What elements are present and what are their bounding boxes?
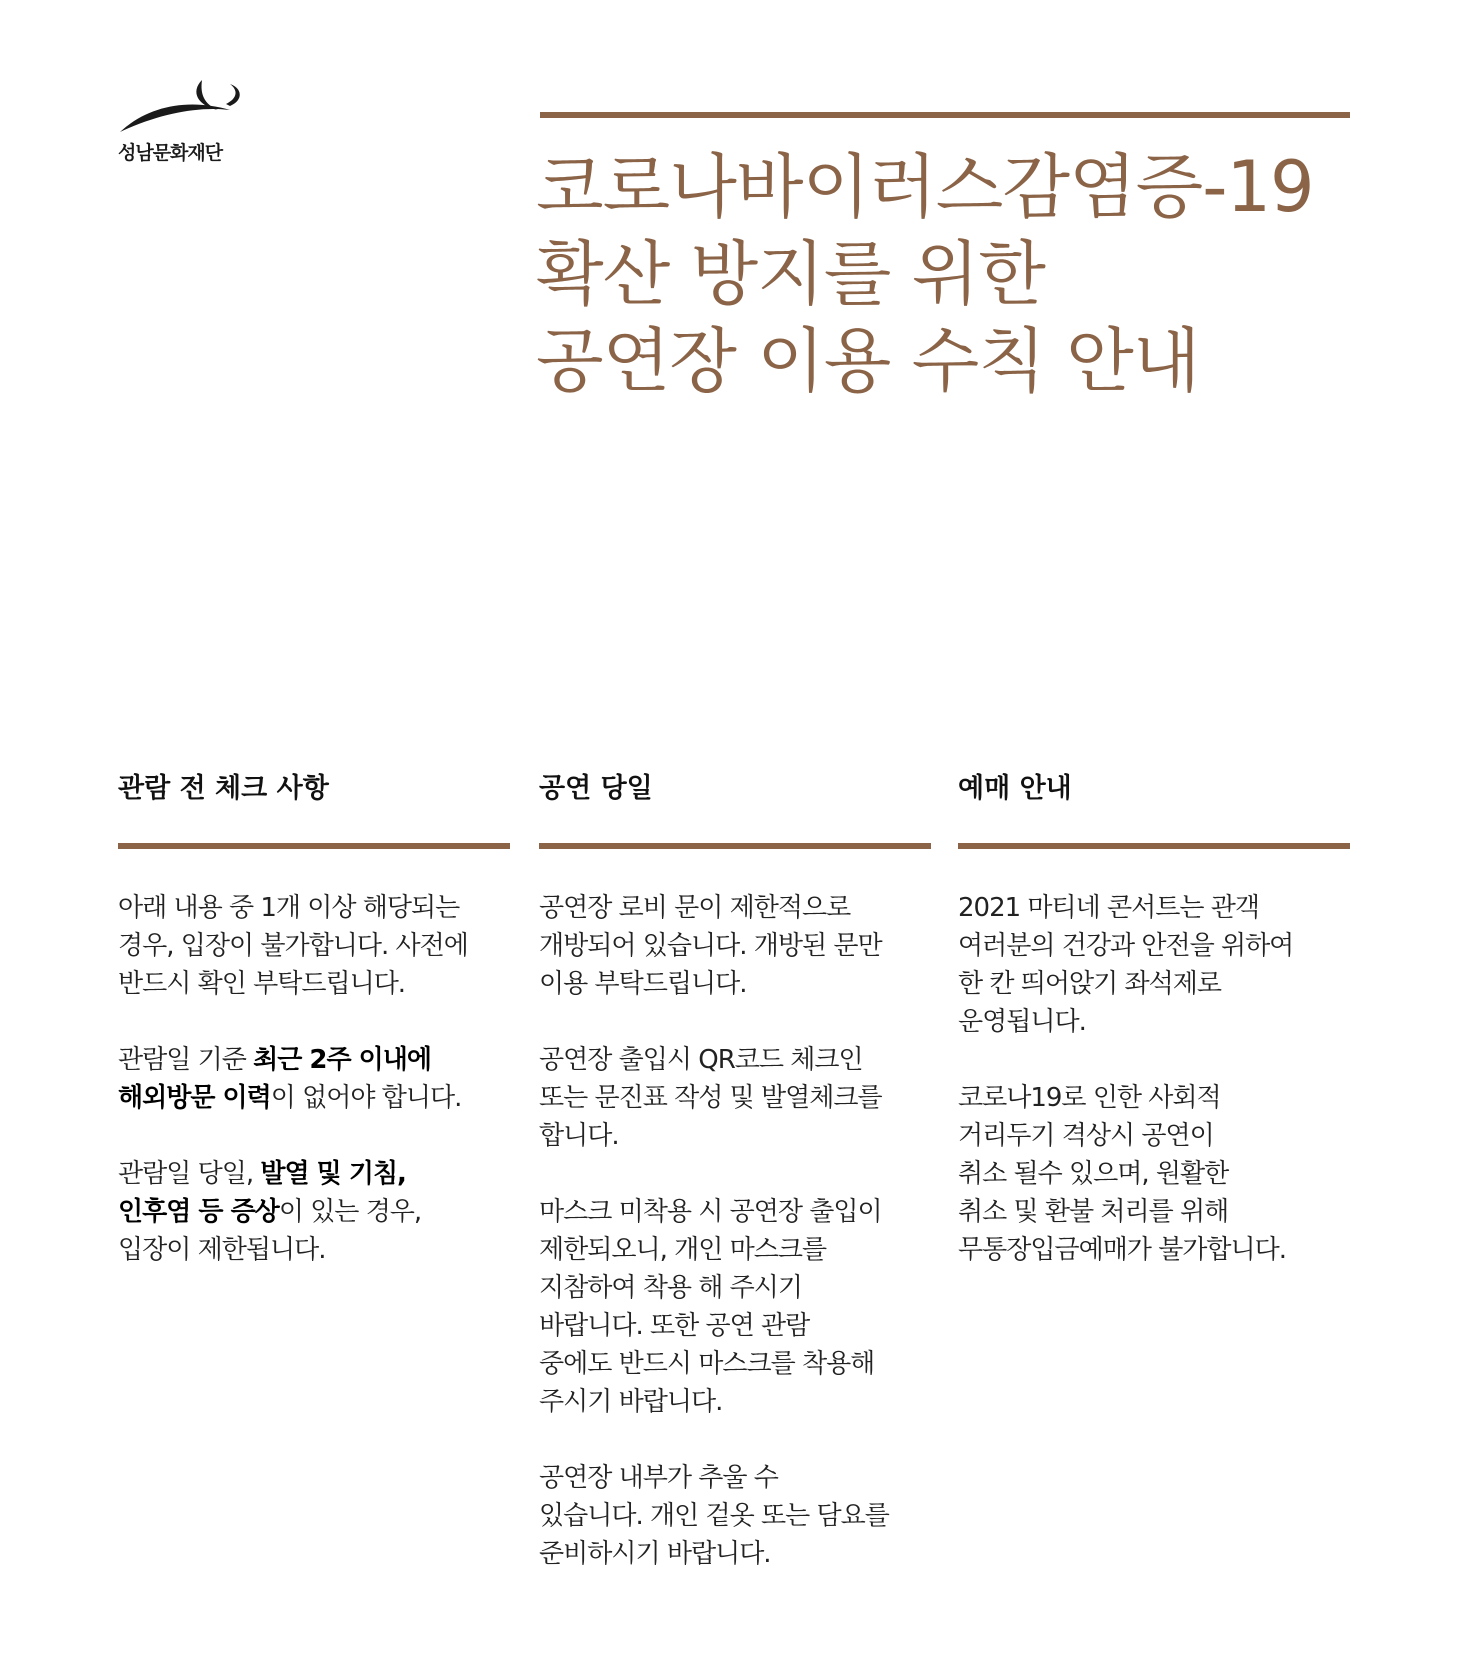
text-segment: 이 있는 경우, <box>278 1197 422 1227</box>
text-line <box>539 1193 931 1231</box>
text-segment: 이 없어야 합니다. <box>270 1083 462 1113</box>
text-line <box>539 1041 931 1079</box>
text-line <box>118 1155 510 1193</box>
text-line <box>539 1497 931 1535</box>
text-segment: 아래 내용 중 1개 이상 해당되는 <box>118 893 460 923</box>
page-title <box>536 144 1436 405</box>
text-segment: 여러분의 건강과 안전을 위하여 <box>958 931 1294 961</box>
text-line <box>539 1345 931 1383</box>
logo <box>118 76 248 166</box>
text-segment: 한 칸 띄어앉기 좌석제로 <box>958 969 1221 999</box>
paragraph <box>539 1041 931 1155</box>
text-line <box>539 927 931 965</box>
text-segment: 이용 부탁드립니다. <box>539 969 747 999</box>
text-line <box>118 965 510 1003</box>
column-divider <box>118 843 510 849</box>
column-divider <box>539 843 931 849</box>
column-body <box>118 889 510 1269</box>
text-line <box>958 1117 1350 1155</box>
text-line <box>118 927 510 965</box>
text-segment: 취소 될수 있으며, 원활한 <box>958 1159 1229 1189</box>
text-segment: 주시기 바랍니다. <box>539 1387 723 1417</box>
title-line: 코로나바이러스감염증-19 <box>536 146 1314 228</box>
text-line <box>958 965 1350 1003</box>
paragraph <box>958 889 1350 1041</box>
column-pre-visit-checklist <box>118 768 510 1307</box>
emphasis-text: 발열 및 기침, <box>260 1159 406 1189</box>
text-segment: 관람일 당일, <box>118 1159 261 1189</box>
text-line <box>539 1459 931 1497</box>
text-line <box>958 889 1350 927</box>
text-line <box>958 1079 1350 1117</box>
text-segment: 중에도 반드시 마스크를 착용해 <box>539 1349 875 1379</box>
column-body <box>539 889 931 1573</box>
text-segment: 취소 및 환불 처리를 위해 <box>958 1197 1229 1227</box>
column-performance-day <box>539 768 931 1611</box>
text-segment: 코로나19로 인한 사회적 <box>958 1083 1221 1113</box>
logo-text: 성남문화재단 <box>118 142 223 164</box>
title-top-rule <box>540 112 1350 118</box>
text-segment: 공연장 출입시 QR코드 체크인 <box>539 1045 863 1075</box>
text-segment: 공연장 내부가 추울 수 <box>539 1463 778 1493</box>
paragraph <box>539 1459 931 1573</box>
text-line <box>539 965 931 1003</box>
text-segment: 마스크 미착용 시 공연장 출입이 <box>539 1197 882 1227</box>
emphasis-text: 인후염 등 증상 <box>118 1197 279 1227</box>
text-segment: 바랍니다. 또한 공연 관람 <box>539 1311 810 1341</box>
text-segment: 입장이 제한됩니다. <box>118 1235 326 1265</box>
text-segment: 지참하여 착용 해 주시기 <box>539 1273 802 1303</box>
text-segment: 제한되오니, 개인 마스크를 <box>539 1235 827 1265</box>
text-segment: 운영됩니다. <box>958 1007 1086 1037</box>
column-body <box>958 889 1350 1269</box>
text-segment: 반드시 확인 부탁드립니다. <box>118 969 406 999</box>
text-line <box>958 1193 1350 1231</box>
title-line: 확산 방지를 위한 <box>536 233 1045 315</box>
text-line <box>539 1307 931 1345</box>
text-line <box>118 1231 510 1269</box>
text-line <box>539 1383 931 1421</box>
text-line <box>118 1079 510 1117</box>
text-segment: 또는 문진표 작성 및 발열체크를 <box>539 1083 882 1113</box>
column-heading: 관람 전 체크 사항 <box>118 773 329 804</box>
text-segment: 무통장입금예매가 불가합니다. <box>958 1235 1287 1265</box>
text-line <box>539 1269 931 1307</box>
column-booking-info <box>958 768 1350 1307</box>
column-divider <box>958 843 1350 849</box>
text-segment: 거리두기 격상시 공연이 <box>958 1121 1214 1151</box>
text-segment: 관람일 기준 <box>118 1045 254 1075</box>
paragraph <box>539 1193 931 1421</box>
paragraph <box>118 1041 510 1117</box>
title-line: 공연장 이용 수칙 안내 <box>536 320 1200 402</box>
paragraph <box>118 889 510 1003</box>
text-line <box>958 1155 1350 1193</box>
text-segment: 준비하시기 바랍니다. <box>539 1539 771 1569</box>
column-heading: 예매 안내 <box>958 773 1072 804</box>
text-line <box>118 1041 510 1079</box>
text-line <box>539 1535 931 1573</box>
text-segment: 있습니다. 개인 겉옷 또는 담요를 <box>539 1501 889 1531</box>
text-line <box>118 889 510 927</box>
text-line <box>958 1003 1350 1041</box>
text-segment: 공연장 로비 문이 제한적으로 <box>539 893 851 923</box>
text-segment: 개방되어 있습니다. 개방된 문만 <box>539 931 882 961</box>
paragraph <box>539 889 931 1003</box>
text-line <box>118 1193 510 1231</box>
text-line <box>958 1231 1350 1269</box>
text-segment: 경우, 입장이 불가합니다. 사전에 <box>118 931 468 961</box>
paragraph <box>958 1079 1350 1269</box>
text-segment: 합니다. <box>539 1121 619 1151</box>
emphasis-text: 최근 2주 이내에 <box>253 1045 432 1075</box>
text-line <box>539 1079 931 1117</box>
text-line <box>958 927 1350 965</box>
text-line <box>539 889 931 927</box>
paragraph <box>118 1155 510 1269</box>
text-line <box>539 1117 931 1155</box>
text-segment: 2021 마티네 콘서트는 관객 <box>958 893 1260 923</box>
swan-wave-logo-icon <box>118 76 248 138</box>
column-heading: 공연 당일 <box>539 773 653 804</box>
emphasis-text: 해외방문 이력 <box>118 1083 271 1113</box>
text-line <box>539 1231 931 1269</box>
